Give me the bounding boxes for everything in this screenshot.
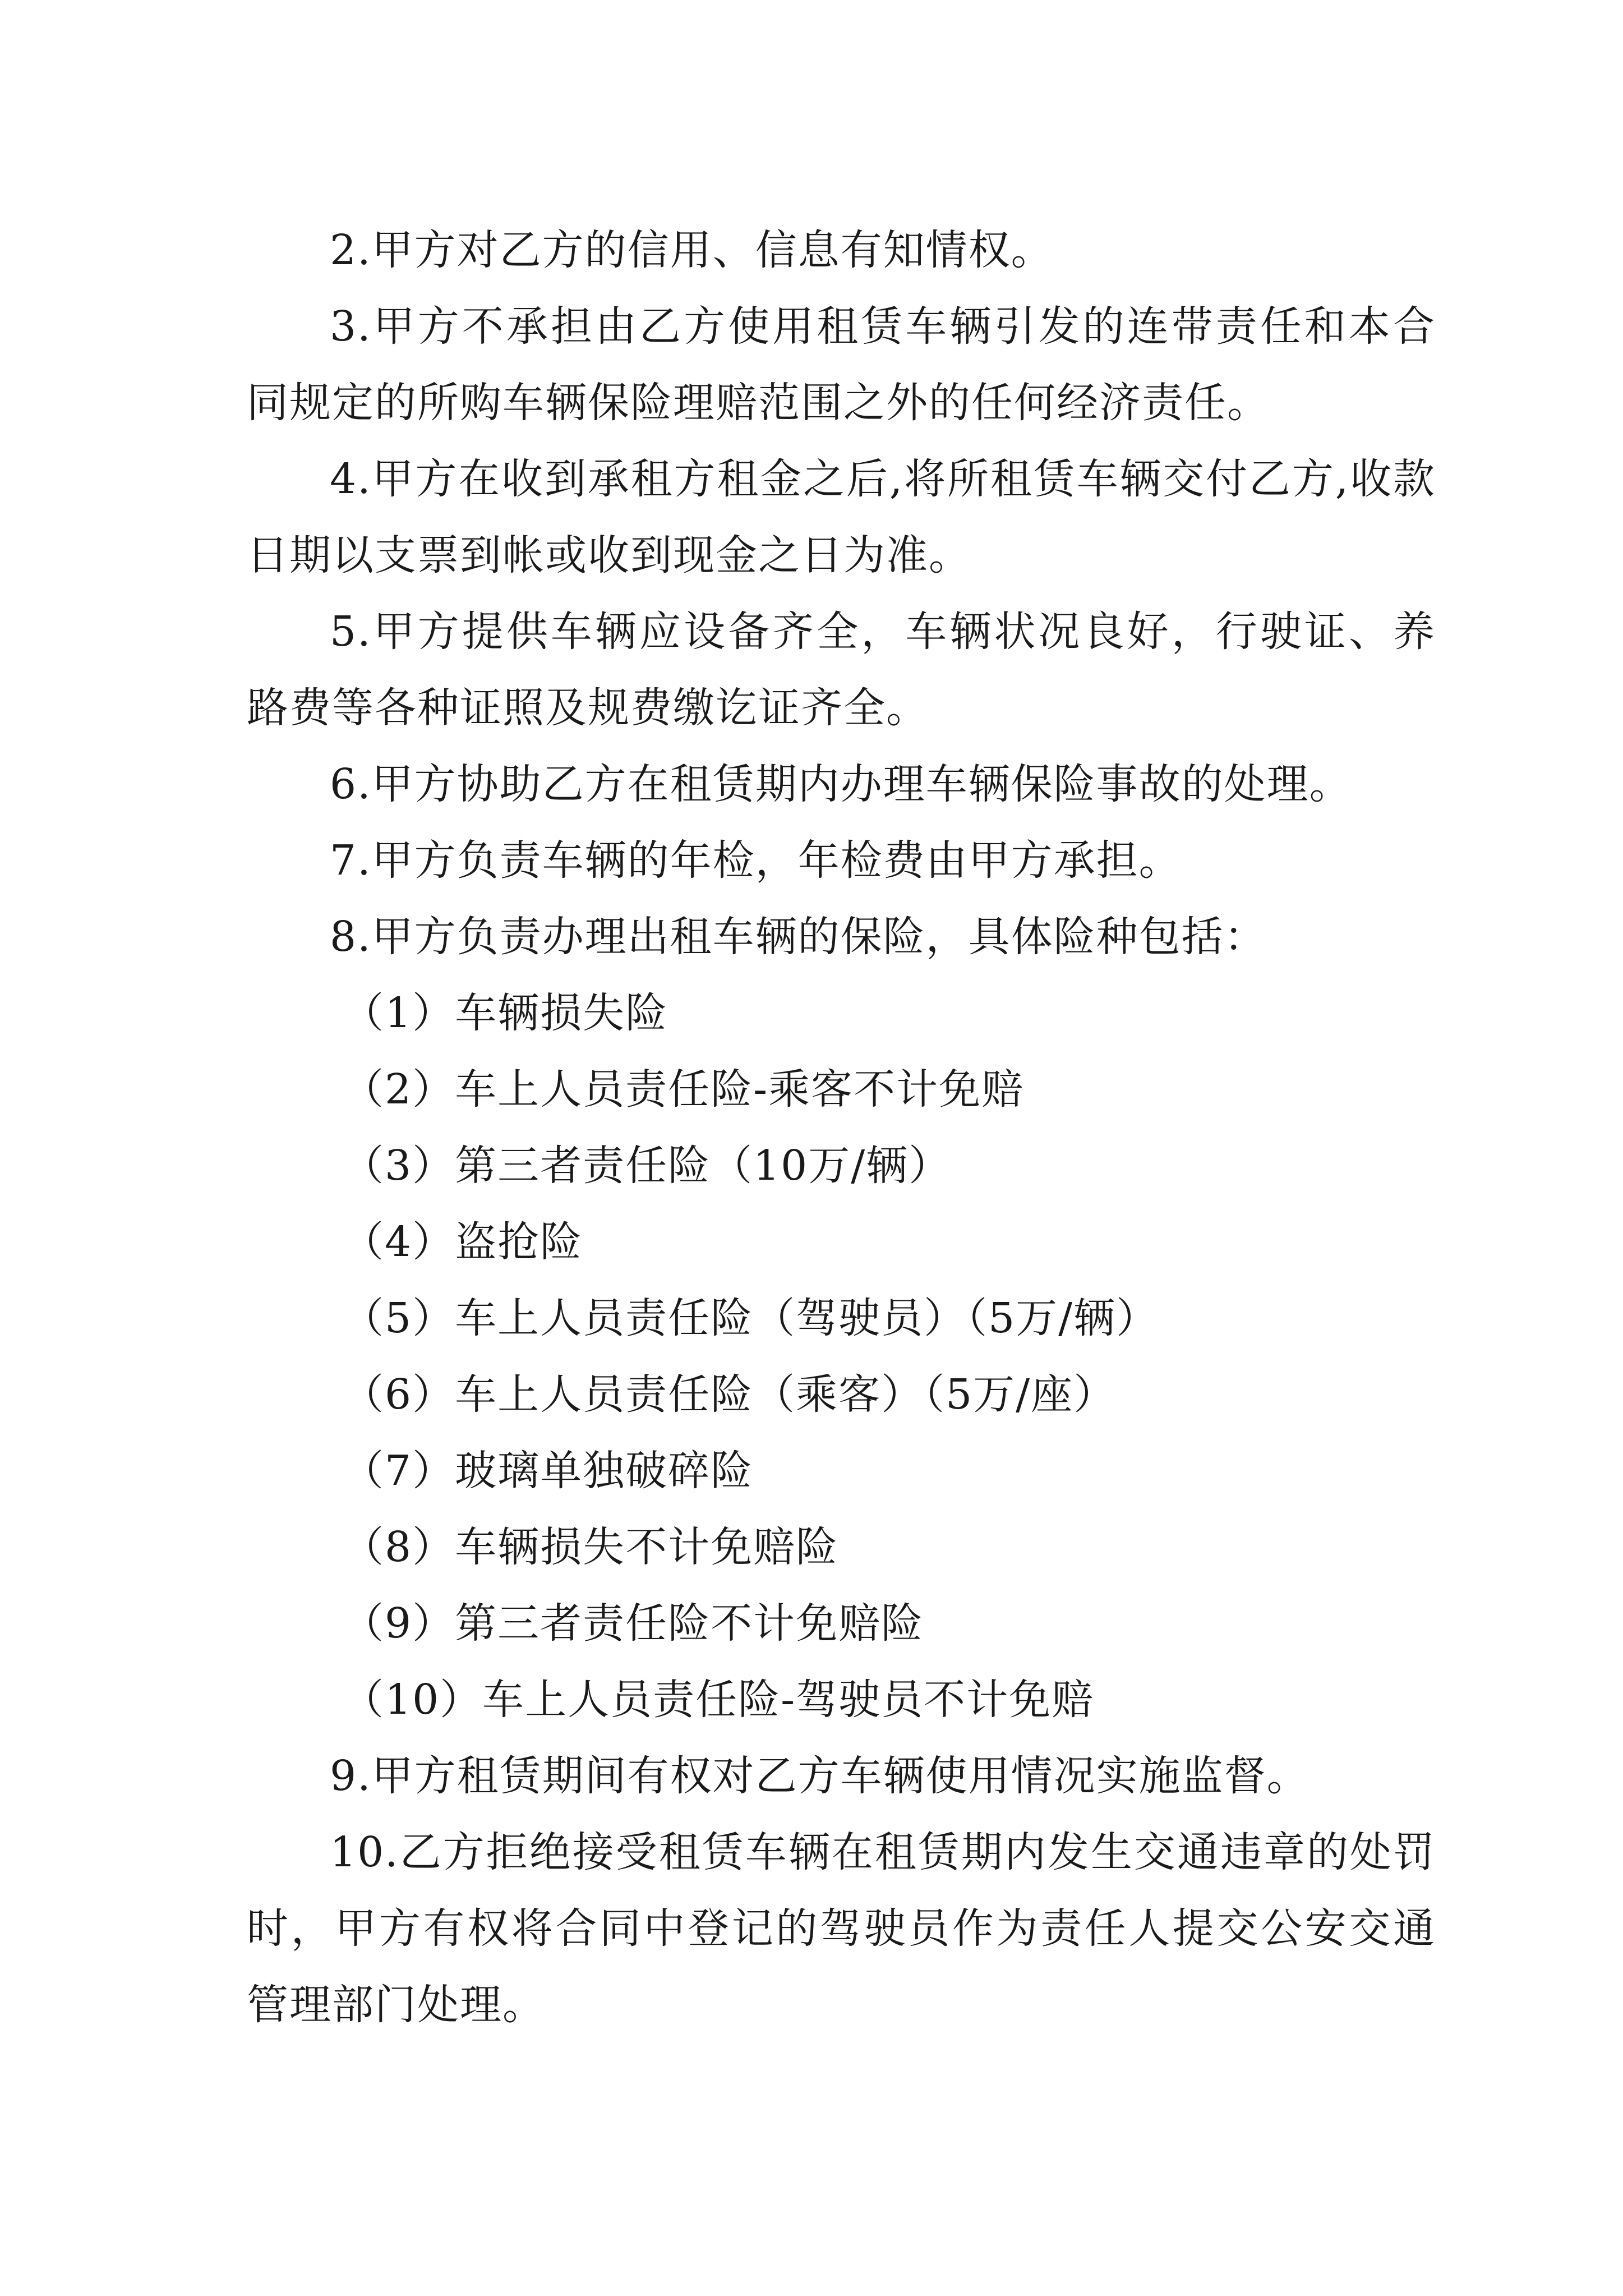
clause-5: 5.甲方提供车辆应设备齐全，车辆状况良好，行驶证、养路费等各种证照及规费缴讫证齐全。 — [247, 608, 1436, 732]
insurance-item-9: （9）第三者责任险不计免赔险 — [342, 1599, 924, 1648]
clause-6: 6.甲方协助乙方在租赁期内办理车辆保险事故的处理。 — [330, 760, 1352, 808]
clause-3: 3.甲方不承担由乙方使用租赁车辆引发的连带责任和本合同规定的所购车辆保险理赔范围之外的任何经济责任。 — [247, 302, 1436, 427]
insurance-item-4: （4）盗抢险 — [342, 1218, 583, 1266]
clause-8: 8.甲方负责办理出租车辆的保险，具体险种包括： — [330, 913, 1267, 961]
clause-4: 4.甲方在收到承租方租金之后,将所租赁车辆交付乙方,收款日期以支票到帐或收到现金之日为准。 — [247, 455, 1436, 579]
insurance-item-2: （2）车上人员责任险-乘客不计免赔 — [342, 1065, 1025, 1114]
clause-2: 2.甲方对乙方的信用、信息有知情权。 — [330, 226, 1054, 274]
insurance-item-8: （8）车辆损失不计免赔险 — [342, 1523, 839, 1571]
insurance-item-3: （3）第三者责任险（10万/辆） — [342, 1142, 952, 1190]
document-body — [247, 212, 1436, 2043]
clause-9: 9.甲方租赁期间有权对乙方车辆使用情况实施监督。 — [330, 1752, 1310, 1800]
insurance-item-10: （10）车上人员责任险-驾驶员不计免赔 — [342, 1676, 1095, 1724]
clause-10: 10.乙方拒绝接受租赁车辆在租赁期内发生交通违章的处罚时，甲方有权将合同中登记的驾驶员作为责任人提交公安交通管理部门处理。 — [247, 1828, 1436, 2029]
clause-7: 7.甲方负责车辆的年检，年检费由甲方承担。 — [330, 836, 1182, 885]
insurance-item-5: （5）车上人员责任险（驾驶员）（5万/辆） — [342, 1294, 1159, 1342]
insurance-item-6: （6）车上人员责任险（乘客）（5万/座） — [342, 1370, 1117, 1419]
insurance-item-1: （1）车辆损失险 — [342, 989, 668, 1037]
insurance-item-7: （7）玻璃单独破碎险 — [342, 1447, 754, 1495]
